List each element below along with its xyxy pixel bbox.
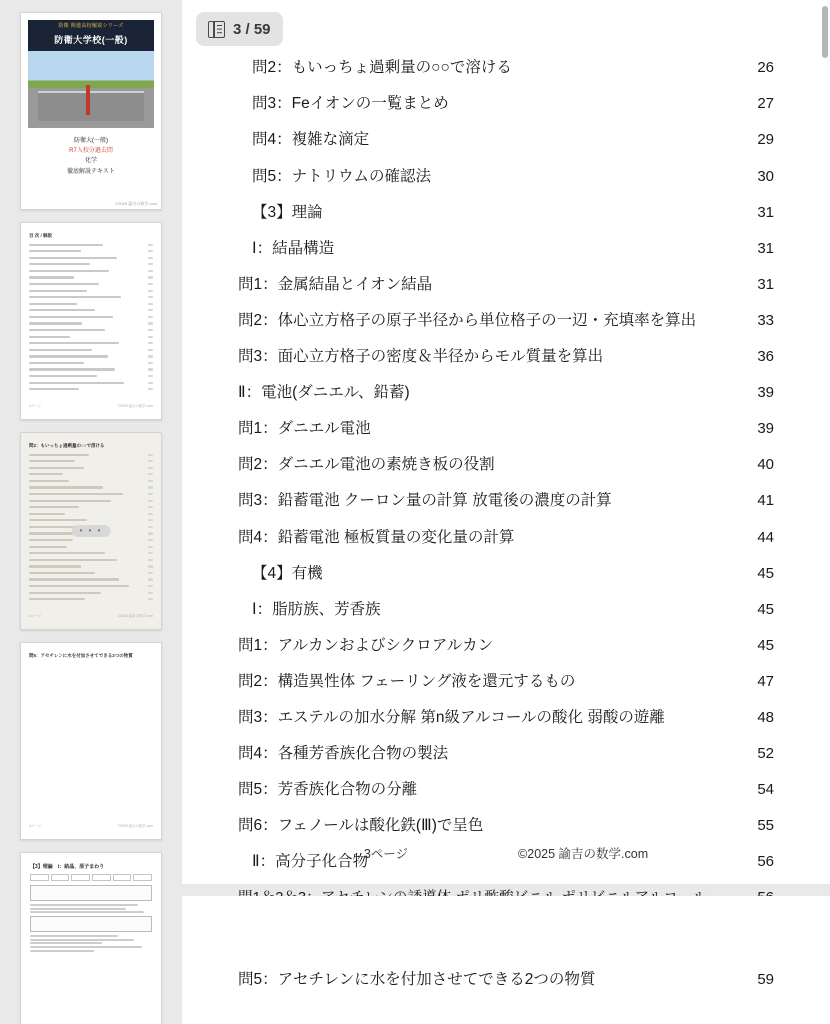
toc-row[interactable]	[238, 772, 774, 808]
document-scroll-area[interactable]	[182, 0, 830, 1024]
toc-page-number: 45	[757, 600, 774, 618]
thumbnail-text-lines	[29, 233, 153, 409]
toc-row[interactable]	[238, 519, 774, 555]
toc-page-number: 31	[757, 239, 774, 257]
toc-page-number: 33	[757, 311, 774, 329]
thumbnail-line	[29, 577, 153, 582]
cover-meta	[67, 136, 115, 177]
toc-page-number: 27	[757, 95, 774, 113]
thumbnail-text-lines	[29, 653, 153, 829]
toc-label: 問5：芳香族化合物の分離	[238, 781, 418, 799]
thumbnail-line	[29, 511, 153, 516]
thumbnail-line	[29, 498, 153, 503]
thumbnail-line	[29, 590, 153, 595]
toc-label: 問4：各種芳香族化合物の製法	[238, 745, 449, 763]
thumbnail-line	[29, 268, 153, 273]
toc-page-number: 54	[757, 781, 774, 799]
toc-row[interactable]	[238, 808, 774, 844]
toc-row[interactable]	[238, 230, 774, 266]
thumbnail-line	[29, 387, 153, 392]
toc-label: 問6：フェノールは酸化鉄(Ⅲ)で呈色	[238, 817, 484, 835]
thumbnail-sidebar[interactable]	[0, 0, 182, 1024]
toc-page-number: 36	[757, 348, 774, 366]
page-content	[182, 896, 830, 998]
thumbnail-footer-page: 3ページ	[29, 614, 41, 618]
toc-page-number: 48	[757, 708, 774, 726]
thumbnail-line	[29, 255, 153, 260]
thumbnail-heading: 問5：アセチレンに水を付加させてできる2つの物質	[29, 653, 133, 658]
toc-page-number: 31	[757, 275, 774, 293]
toc-page-number: 29	[757, 131, 774, 149]
toc-row[interactable]	[238, 375, 774, 411]
thumbnail-line	[29, 295, 153, 300]
page-footer-number: 3ページ	[363, 847, 409, 861]
toc-label: 問2：もいっちょ過剰量の○○で溶ける	[252, 59, 512, 77]
toc-page-number: 30	[757, 167, 774, 185]
toc-label: 問2：体心立方格子の原子半径から単位格子の一辺・充填率を算出	[238, 311, 697, 329]
toc-row[interactable]	[238, 483, 774, 519]
toc-label: 問1：アルカンおよびシクロアルカン	[238, 636, 494, 654]
cover-meta-line1: 防衛大(一般)	[73, 138, 108, 144]
toc-list	[238, 962, 774, 998]
toc-label: 問5：アセチレンに水を付加させてできる2つの物質	[238, 971, 596, 989]
toc-row[interactable]	[238, 628, 774, 664]
thumbnail-line	[29, 544, 153, 549]
page-canvas[interactable]	[182, 0, 830, 1024]
thumbnail-footer-copyright: ©2025 諭吉の数学.com	[117, 614, 153, 618]
cover-series-band: 防衛 関連高校解説シリーズ	[28, 20, 154, 30]
thumbnail-line	[29, 347, 153, 352]
thumbnail-more-badge[interactable]: • • •	[72, 525, 111, 537]
thumbnail-line	[29, 505, 153, 510]
toc-row[interactable]	[238, 664, 774, 700]
thumbnail-line	[29, 478, 153, 483]
thumbnail-footer-page: 1ページ	[29, 404, 41, 408]
toc-row[interactable]	[238, 50, 774, 86]
thumbnail-line	[29, 249, 153, 254]
toc-label: 問3：面心立方格子の密度＆半径からモル質量を算出	[238, 348, 604, 366]
toc-label: 問4：複雑な滴定	[252, 131, 370, 149]
thumbnail-line	[29, 564, 153, 569]
thumbnail-line	[29, 321, 153, 326]
toc-row[interactable]	[238, 194, 774, 230]
thumbnail-heading: 問2：もいっちょ過剰量の○○で溶ける	[29, 443, 105, 448]
thumbnail-line	[29, 314, 153, 319]
thumbnail-line	[29, 334, 153, 339]
thumbnail-toc-page-3[interactable]	[20, 642, 162, 840]
toc-page-number: 47	[757, 672, 774, 690]
toc-row[interactable]	[238, 339, 774, 375]
thumbnail-footer	[29, 823, 153, 828]
thumbnail-heading: 目 次 / 解説	[29, 233, 53, 238]
book-page-icon	[208, 21, 225, 38]
thumbnail-line	[29, 275, 153, 280]
thumbnail-line	[29, 485, 153, 490]
cover-title: 防衛大学校(一般)	[28, 30, 154, 50]
toc-page-number: 39	[757, 420, 774, 438]
thumbnail-figure	[30, 885, 152, 901]
thumbnail-content-page-5[interactable]	[20, 852, 162, 1024]
cover-footer: ©2025 諭吉の数学.com	[115, 201, 157, 206]
toc-row[interactable]	[238, 122, 774, 158]
toc-page-number: 55	[757, 817, 774, 835]
thumbnail-line	[29, 354, 153, 359]
toc-page-number: 45	[757, 564, 774, 582]
toc-label: 【4】有機	[252, 564, 323, 582]
toc-row[interactable]	[238, 411, 774, 447]
vertical-scrollbar[interactable]	[822, 6, 828, 1018]
thumbnail-line	[29, 551, 153, 556]
thumbnail-line	[29, 242, 153, 247]
cover-meta-line4: 徹底解説テキスト	[67, 168, 115, 175]
toc-row[interactable]	[238, 267, 774, 303]
thumbnail-line	[29, 360, 153, 365]
thumbnail-line	[29, 597, 153, 602]
thumbnail-line	[29, 288, 153, 293]
page-content	[182, 0, 830, 952]
thumbnail-footer	[29, 613, 153, 618]
toc-label: 問2：ダニエル電池の素焼き板の役割	[238, 456, 495, 474]
cover-meta-line3: 化学	[84, 158, 97, 165]
toc-page-number: 59	[757, 971, 774, 989]
thumbnail-line	[29, 281, 153, 286]
thumbnail-line	[29, 584, 153, 589]
page-footer	[182, 844, 830, 862]
toc-label: 問1：金属結晶とイオン結晶	[238, 275, 433, 293]
thumbnail-content	[30, 863, 152, 1024]
thumbnail-line	[29, 538, 153, 543]
thumbnail-line	[29, 328, 153, 333]
toc-label: 問3：エステルの加水分解 第n級アルコールの酸化 弱酸の遊離	[238, 708, 665, 726]
thumbnail-table	[30, 874, 152, 881]
thumbnail-line	[29, 374, 153, 379]
toc-label: 問5：ナトリウムの確認法	[252, 167, 431, 185]
thumbnail-toc-page-2[interactable]	[20, 432, 162, 630]
toc-page-number: 26	[757, 59, 774, 77]
document-page-3	[182, 0, 830, 884]
toc-label: 問3：鉛蓄電池 クーロン量の計算 放電後の濃度の計算	[238, 492, 612, 510]
thumbnail-toc-page-1[interactable]	[20, 222, 162, 420]
toc-page-number: 44	[757, 528, 774, 546]
thumbnail-line	[29, 557, 153, 562]
thumbnail-line	[29, 491, 153, 496]
cover-art	[28, 20, 154, 202]
toc-label: 問3：Feイオンの一覧まとめ	[252, 95, 449, 113]
toc-row[interactable]	[238, 555, 774, 591]
toc-label: 問2：構造異性体 フェーリング液を還元するもの	[238, 672, 576, 690]
toc-label: 問1：ダニエル電池	[238, 420, 371, 438]
toc-row[interactable]	[238, 736, 774, 772]
toc-page-number: 39	[757, 384, 774, 402]
toc-row[interactable]	[238, 86, 774, 122]
thumbnail-line	[29, 570, 153, 575]
toc-label: Ⅰ：脂肪族、芳香族	[252, 600, 381, 618]
thumbnail-line	[29, 472, 153, 477]
page-indicator-label: 3 / 59	[233, 20, 271, 38]
toc-page-number: 56	[757, 853, 774, 871]
thumbnail-footer-copyright: ©2025 諭吉の数学.com	[117, 824, 153, 828]
scrollbar-thumb[interactable]	[822, 6, 828, 58]
toc-page-number: 31	[757, 203, 774, 221]
thumbnail-heading: 【3】理論 Ⅰ：結晶、原子まわり	[30, 864, 105, 870]
toc-label: Ⅱ：電池(ダニエル、鉛蓄)	[238, 384, 410, 402]
toc-row[interactable]	[238, 447, 774, 483]
document-page-4	[182, 896, 830, 1024]
thumbnail-line	[29, 367, 153, 372]
thumbnail-cover[interactable]	[20, 12, 162, 210]
cover-meta-line2: R7入校分過去問	[69, 148, 113, 155]
thumbnail-line	[29, 452, 153, 457]
thumbnail-line	[29, 518, 153, 523]
thumbnail-line	[29, 459, 153, 464]
thumbnail-line	[29, 341, 153, 346]
thumbnail-line	[29, 308, 153, 313]
thumbnail-line	[29, 465, 153, 470]
toc-label: Ⅰ：結晶構造	[252, 239, 335, 257]
toc-label: 【3】理論	[252, 203, 323, 221]
toc-row[interactable]	[238, 303, 774, 339]
toc-label: 問4：鉛蓄電池 極板質量の変化量の計算	[238, 528, 515, 546]
toc-row[interactable]	[238, 158, 774, 194]
toc-page-number: 52	[757, 745, 774, 763]
thumbnail-line	[29, 262, 153, 267]
thumbnail-footer-copyright: ©2025 諭吉の数学.com	[117, 404, 153, 408]
toc-page-number: 41	[757, 492, 774, 510]
toc-row[interactable]	[238, 591, 774, 627]
toc-page-number: 40	[757, 456, 774, 474]
toc-list	[238, 50, 774, 952]
thumbnail-figure	[30, 916, 152, 932]
thumbnail-footer-page: 4ページ	[29, 824, 41, 828]
toc-label: Ⅱ：高分子化合物	[252, 853, 369, 871]
thumbnail-footer	[29, 403, 153, 408]
toc-row[interactable]	[238, 962, 774, 998]
page-footer-copyright: ©2025 諭吉の数学.com	[518, 847, 649, 861]
toc-page-number: 45	[757, 636, 774, 654]
page-indicator[interactable]	[196, 12, 283, 46]
thumbnail-line	[29, 301, 153, 306]
toc-row[interactable]	[238, 700, 774, 736]
thumbnail-line	[29, 380, 153, 385]
cover-photo	[28, 50, 154, 128]
